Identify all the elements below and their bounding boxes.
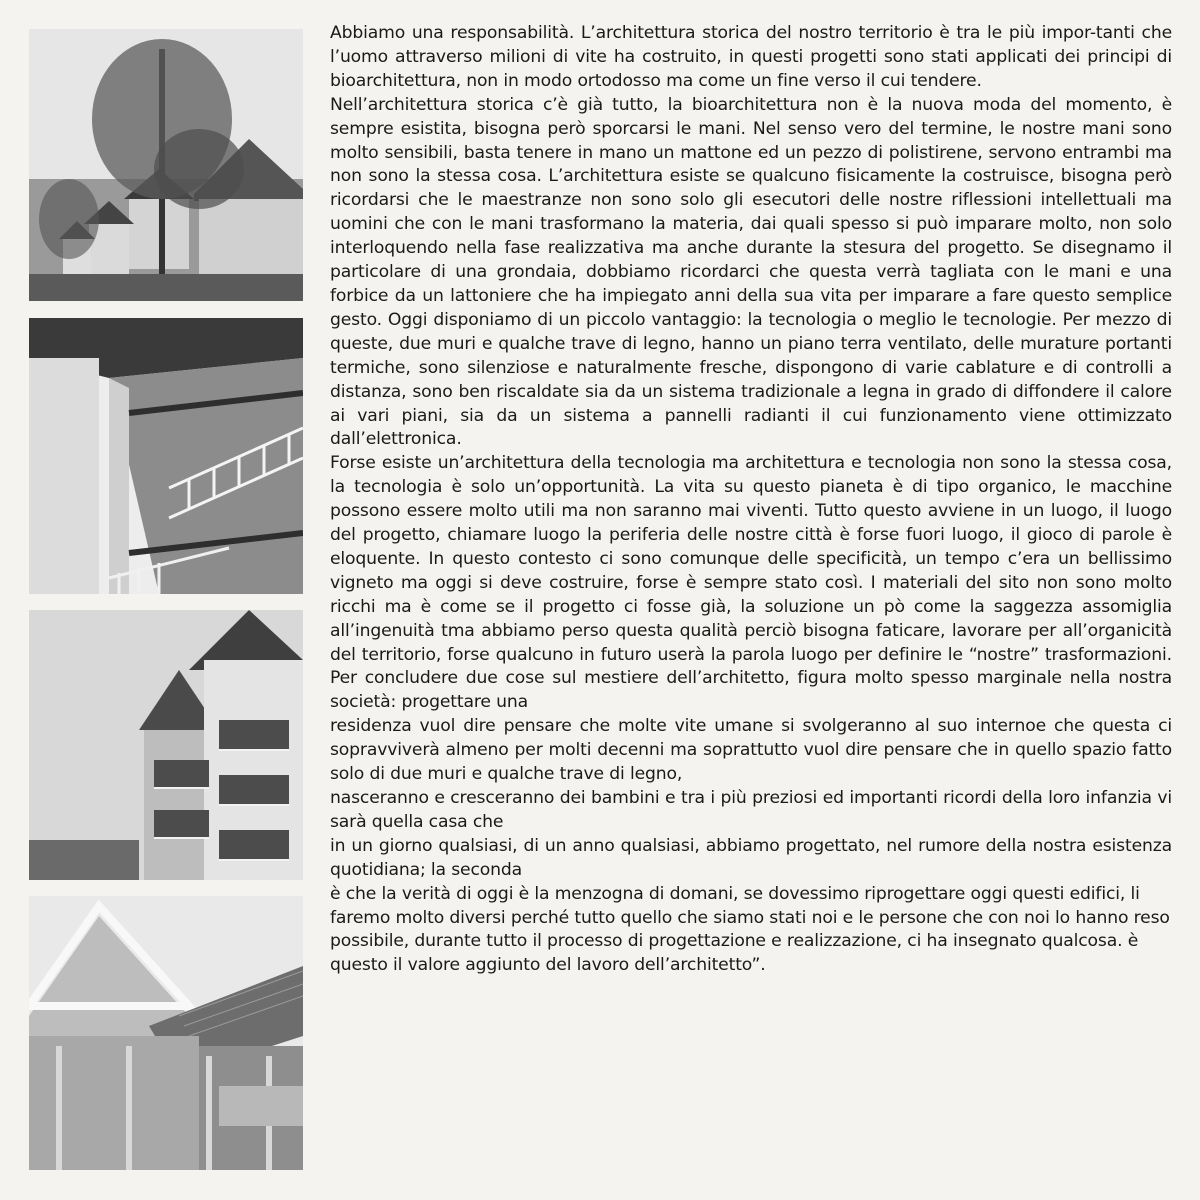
photo-timber-roofs [29, 896, 303, 1170]
photo-tree-houses-image [29, 29, 303, 301]
paragraph: Abbiamo una responsabilità. L’architettura storica del nostro territorio è tra le più impor-tanti che l’uomo attraverso milioni di vite ha costruito, in questi progetti sono stati applicati dei principi di bioarchitettura, non in modo ortodosso ma come un fine verso il cui tendere. [330, 23, 1172, 91]
paragraph: è che la verità di oggi è la menzogna di domani, se dovessimo riprogettare oggi questi edifici, li faremo molto diversi perché tutto quello che siamo stati noi e le persone che con noi lo hanno reso possibile, durante tutto il processo di progettazione e realizzazione, ci ha insegnato qualcosa. è questo il valore aggiunto del lavoro dell’architetto”. [330, 883, 1170, 976]
article-text [330, 22, 1172, 978]
photo-gabled-facades-image [29, 610, 303, 880]
photo-timber-roofs-image [29, 896, 303, 1170]
paragraph: residenza vuol dire pensare che molte vite umane si svolgeranno al suo internoe che questa ci sopravviverà almeno per molti decenni ma soprattutto vuol dire pensare che in quello spazio fatto solo di due muri e qualche trave di legno, [330, 716, 1172, 785]
photo-eave-staircase-image [29, 318, 303, 594]
photo-gabled-facades [29, 610, 303, 880]
paragraph: in un giorno qualsiasi, di un anno qualsiasi, abbiamo progettato, nel rumore della nostra esistenza quotidiana; la seconda [330, 835, 1172, 880]
paragraph: Nell’architettura storica c’è già tutto, la bioarchitettura non è la nuova moda del momento, è sempre esistita, bisogna però sporcarsi le mani. Nel senso vero del termine, le nostre mani sono molto sensibili, basta tenere in mano un mattone ed un pezzo di polistirene, servono entrambi ma non sono la stessa cosa. L’architettura esiste se qualcuno fisicamente la costruisce, bisogna però ricordarsi che le maestranze non sono solo gli esecutori delle nostre riflessioni intellettuali ma uomini che con le mani trasformano la materia, dai quali spesso si può imparare molto, non solo interloquendo nella fase realizzativa ma anche durante la stesura del progetto. Se disegnamo il particolare di una grondaia, dobbiamo ricordarci che questa verrà tagliata con le mani e una forbice da un lattoniere che ha impiegato anni della sua vita per imparare a fare questo semplice gesto. Oggi disponiamo di un piccolo vantaggio: la tecnologia o meglio le tecnologie. Per mezzo di queste, due muri e qualche trave di legno, hanno un piano terra ventilato, delle murature portanti termiche, sono silenziose e naturalmente fresche, dispongono di varie cablature e di controlli a distanza, sono ben riscaldate sia da un sistema tradizionale a legna in grado di diffondere il calore ai vari piani, sia da un sistema a pannelli radianti il cui funzionamento viene ottimizzato dall’elettronica. [330, 94, 1172, 450]
photo-eave-staircase [29, 318, 303, 594]
photo-tree-houses [29, 29, 303, 301]
paragraph: Forse esiste un’architettura della tecnologia ma architettura e tecnologia non sono la stessa cosa, la tecnologia è solo un’opportunità. La vita su questo pianeta è di tipo organico, le macchine possono essere molto utili ma non saranno mai viventi. Tutto questo avviene in un luogo, il luogo del progetto, chiamare luogo la periferia delle nostre città è forse fuori luogo, il gioco di parole è eloquente. In questo contesto ci sono comunque delle specificità, un tempo c’era un bellissimo vigneto ma oggi si deve costruire, forse è sempre stato così. I materiali del sito non sono molto ricchi ma è come se il progetto ci fosse già, la soluzione un pò come la saggezza assomiglia all’ingenuità tma abbiamo perso questa qualità perciò bisogna faticare, lavorare per all’organicità del territorio, forse qualcuno in futuro userà la parola luogo per definire le “nostre” trasformazioni. Per concludere due cose sul mestiere dell’architetto, figura molto spesso marginale nella nostra società: progettare una [330, 453, 1172, 713]
paragraph: nasceranno e cresceranno dei bambini e tra i più preziosi ed importanti ricordi della loro infanzia vi sarà quella casa che [330, 788, 1172, 832]
